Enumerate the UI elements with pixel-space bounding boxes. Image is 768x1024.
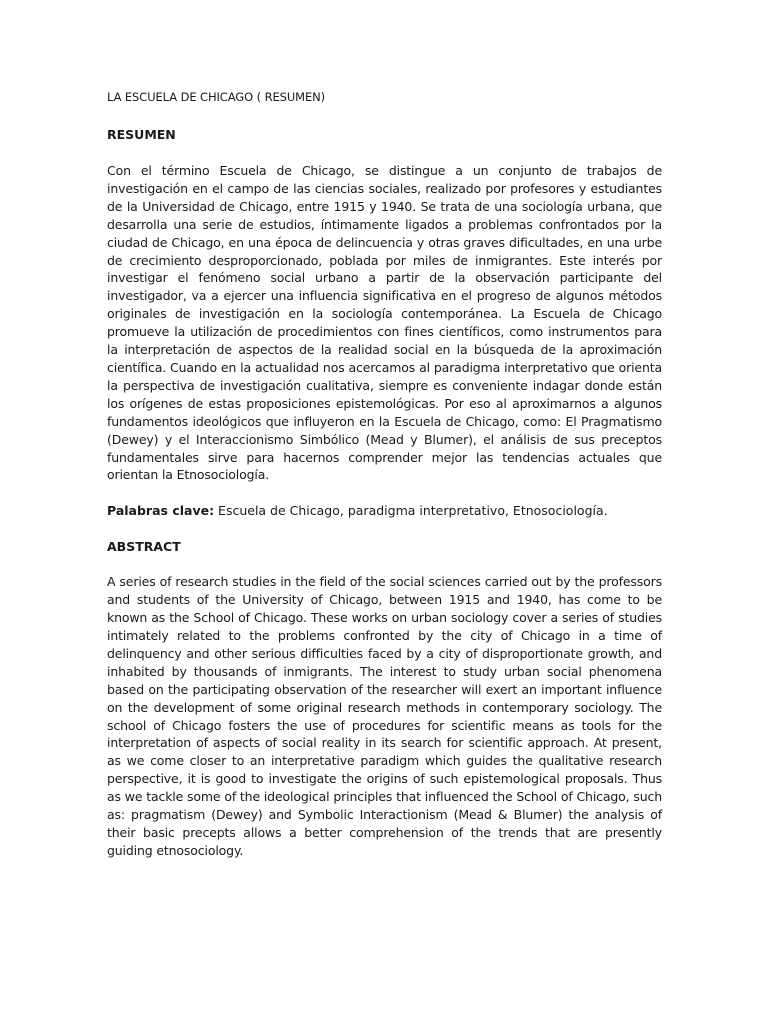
keywords-label: Palabras clave: [107, 503, 215, 519]
document-title: LA ESCUELA DE CHICAGO ( RESUMEN) [107, 90, 326, 104]
keywords-line [107, 502, 662, 520]
resumen-paragraph: Con el término Escuela de Chicago, se distingue a un conjunto de trabajos de investigación en el campo de las ciencias sociales, realizado por profesores y estudiantes de la Universidad de Chicago, entre 1915 y 1940. Se trata de una sociología urbana, que desarrolla una serie de estudios, íntimamente ligados a problemas confrontados por la ciudad de Chicago, en una época de delincuencia y otras graves dificultades, en una urbe de crecimiento desproporcionado, poblada por miles de inmigrantes. Este interés por investigar el fenómeno social urbano a partir de la observación participante del investigador, va a ejercer una influencia significativa en el progreso de algunos métodos originales de investigación en la sociología contemporánea. La Escuela de Chicago promueve la utilización de procedimientos con fines científicos, como instrumentos para la interpretación de aspectos de la realidad social en la búsqueda de la aproximación científica. Cuando en la actualidad nos acercamos al paradigma interpretativo que orienta la perspectiva de investigación cualitativa, siempre es conveniente indagar donde están los orígenes de estas proposiciones epistemológicas. Por eso al aproximarnos a algunos fundamentos ideológicos que influyeron en la Escuela de Chicago, como: El Pragmatismo (Dewey) y el Interaccionismo Simbólico (Mead y Blumer), el análisis de sus preceptos fundamentales sirve para hacernos comprender mejor las tendencias actuales que orientan la Etnosociología. [107, 163, 662, 483]
resumen-heading: RESUMEN [107, 127, 176, 142]
abstract-heading: ABSTRACT [107, 539, 181, 555]
abstract-paragraph: A series of research studies in the field of the social sciences carried out by the professors and students of the University of Chicago, between 1915 and 1940, has come to be known as the School of Chicago. These works on urban sociology cover a series of studies intimately related to the problems confronted by the city of Chicago in a time of delinquency and other serious difficulties faced by a city of disproportionate growth, and inhabited by thousands of inmigrants. The interest to study urban social phenomena based on the participating observation of the researcher will exert an important influence on the development of some original research methods in contemporary sociology. The school of Chicago fosters the use of procedures for scientific means as tools for the interpretation of aspects of social reality in its search for scientific approach. At present, as we come closer to an interpretative paradigm which guides the qualitative research perspective, it is good to investigate the origins of such epistemological proposals. Thus as we tackle some of the ideological principles that influenced the School of Chicago, such as: pragmatism (Dewey) and Symbolic Interactionism (Mead & Blumer) the analysis of their basic precepts allows a better comprehension of the trends that are presently guiding etnosociology. [107, 574, 662, 858]
document-page [107, 88, 662, 860]
keywords-text: Escuela de Chicago, paradigma interpretativo, Etnosociología. [214, 503, 608, 519]
